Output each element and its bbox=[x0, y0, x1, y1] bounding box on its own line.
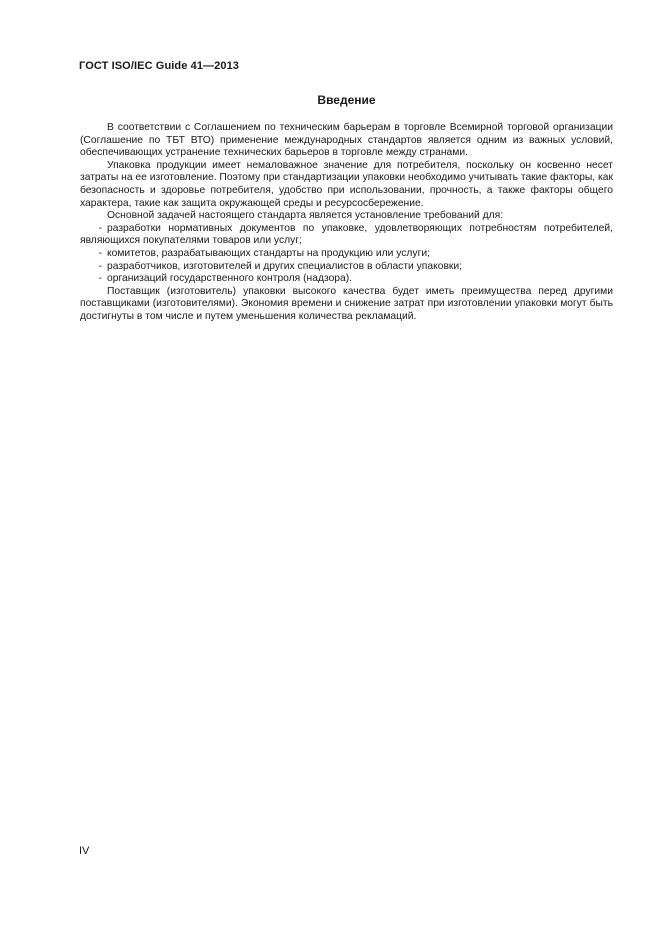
list-marker: - bbox=[98, 247, 102, 259]
list-item-text: разработчиков, изготовителей и других специалистов в области упаковки; bbox=[107, 260, 463, 272]
page-number: IV bbox=[79, 845, 90, 857]
list-item-text: разработки нормативных документов по упаковке, удовлетворяющих потребностям потребителей, являющихся покупателями товаров или услуг; bbox=[80, 222, 613, 247]
list-item bbox=[80, 261, 613, 274]
section-title: Введение bbox=[317, 93, 376, 107]
list-item-text: организаций государственного контроля (надзора). bbox=[107, 273, 353, 285]
list-item bbox=[80, 248, 613, 261]
list-item-text: комитетов, разрабатывающих стандарты на продукцию или услуги; bbox=[107, 247, 430, 259]
document-header: ГОСТ ISO/IEC Guide 41—2013 bbox=[79, 60, 240, 72]
list-item bbox=[80, 223, 613, 248]
document-body bbox=[80, 122, 613, 324]
paragraph: Упаковка продукции имеет немаловажное значение для потребителя, поскольку он косвенно несет затраты на ее изготовление. Поэтому при стандартизации упаковки необходимо учитывать такие факторы, как безопасность и здоровье потребителя, удобство при использовании, прочность, а также факторы общего характера, такие как защита окружающей среды и ресурсосбережение. bbox=[80, 159, 613, 209]
paragraph: Поставщик (изготовитель) упаковки высокого качества будет иметь преимущества перед другими поставщиками (изготовителями). Экономия времени и снижение затрат при изготовлении упаковки могут быть достигнуты в том числе и путем уменьшения количества рекламаций. bbox=[80, 285, 613, 322]
list-item bbox=[80, 273, 613, 286]
list-marker: - bbox=[98, 222, 102, 234]
paragraph: Основной задачей настоящего стандарта является установление требований для: bbox=[107, 210, 504, 222]
list-marker: - bbox=[98, 260, 102, 272]
paragraph: В соответствии с Соглашением по техническим барьерам в торговле Всемирной торговой организации (Соглашение по ТБТ ВТО) применение международных стандартов является одним из важных условий, обеспечивающих устранение технических барьеров в торговле между странами. bbox=[80, 122, 613, 159]
list-marker: - bbox=[98, 273, 102, 285]
